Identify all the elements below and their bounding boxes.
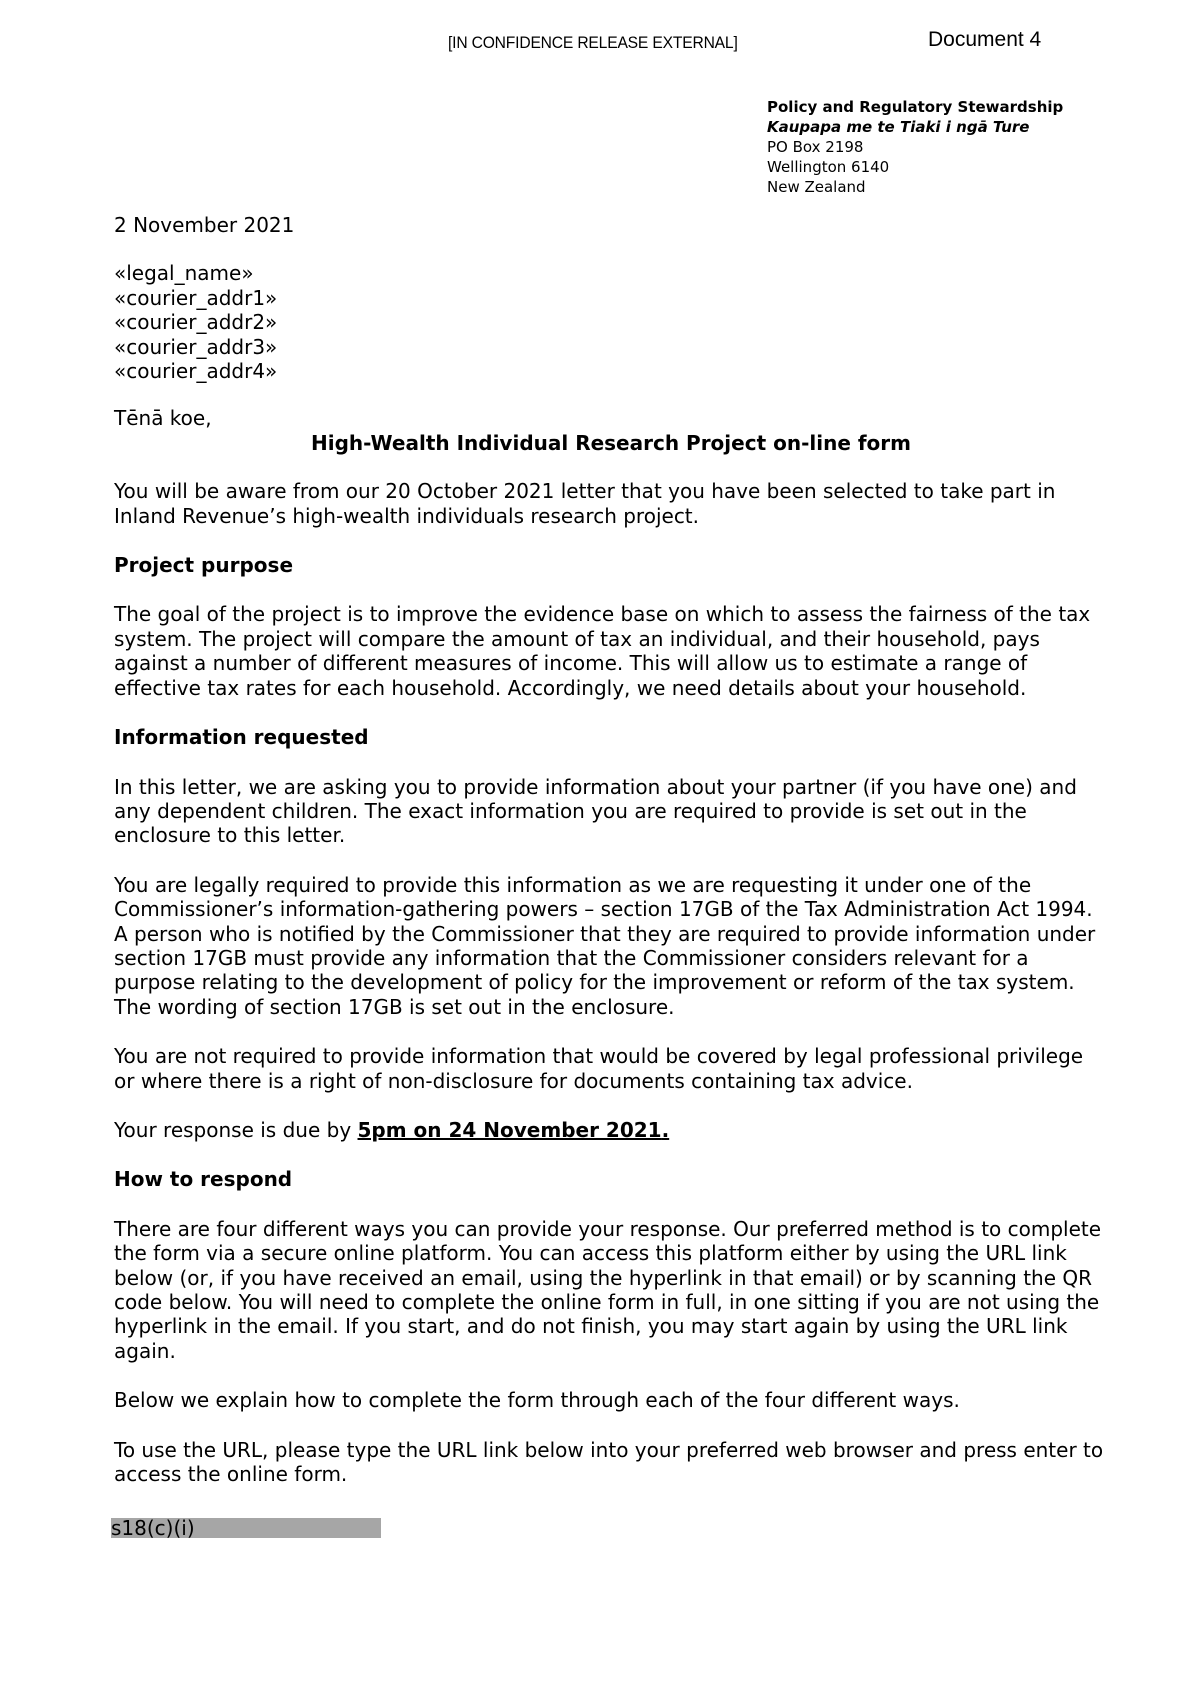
due-suffix: . xyxy=(661,1117,670,1142)
respond-paragraph-3: To use the URL, please type the URL link below into your preferred web browser and press enter to access the online form. xyxy=(114,1437,1104,1487)
info-paragraph-2: You are legally required to provide this information as we are requesting it under one of the Commissioner’s information-gathering powers – section 17GB of the Tax Administration Act 1994. A person who is notified by the Commissioner that they are required to provide information under section 17GB must provide any information that the Commissioner considers relevant for a purpose relating to the development of policy for the improvement or reform of the tax system. The wording of section 17GB is set out in the enclosure. xyxy=(114,872,1096,1019)
recipient-line: «courier_addr4» xyxy=(114,359,278,384)
recipient-line: «courier_addr3» xyxy=(114,334,278,359)
sender-org-maori: Kaupapa me te Tiaki i ngā Ture xyxy=(767,118,1030,136)
sender-address-line: Wellington 6140 xyxy=(767,158,890,176)
sender-org: Policy and Regulatory Stewardship xyxy=(767,98,1064,116)
recipient-block xyxy=(114,261,1104,383)
heading-information-requested: Information requested xyxy=(114,725,369,750)
info-paragraph-3: You are not required to provide information that would be covered by legal professional privilege or where there is a right of non-disclosure for documents containing tax advice. xyxy=(114,1044,1084,1093)
respond-paragraph-2: Below we explain how to complete the form through each of the four different ways. xyxy=(114,1388,960,1413)
document-number: Document 4 xyxy=(928,28,1042,51)
sender-address-block xyxy=(767,97,1063,197)
recipient-line: «courier_addr2» xyxy=(114,310,278,335)
letter-title: High-Wealth Individual Research Project on-line form xyxy=(311,430,911,455)
purpose-paragraph: The goal of the project is to improve the evidence base on which to assess the fairness of the tax system. The project will compare the amount of tax an individual, and their household, pays against a number of different measures of income. This will allow us to estimate a range of effective tax rates for each household. Accordingly, we need details about your household. xyxy=(114,602,1091,700)
respond-paragraph-1: There are four different ways you can provide your response. Our preferred method is to complete the form via a secure online platform. You can access this platform either by using the URL link below (or, if you have received an email, using the hyperlink in that email) or by scanning the QR code below. You will need to complete the online form in full, in one sitting if you are not using the hyperlink in the email. If you start, and do not finish, you may start again by using the URL link again. xyxy=(114,1216,1102,1363)
sender-address-line: PO Box 2198 xyxy=(767,138,864,156)
greeting: Tēnā koe, xyxy=(114,406,212,431)
heading-project-purpose: Project purpose xyxy=(114,553,294,578)
intro-paragraph: You will be aware from our 20 October 2021 letter that you have been selected to take part in Inland Revenue’s high-wealth individuals research project. xyxy=(114,479,1056,528)
sender-address-line: New Zealand xyxy=(767,178,866,196)
due-prefix: Your response is due by xyxy=(114,1117,358,1142)
recipient-line: «courier_addr1» xyxy=(114,285,278,310)
heading-how-to-respond: How to respond xyxy=(114,1167,293,1192)
due-date: 5pm on 24 November 2021 xyxy=(357,1117,662,1142)
classification-label: [IN CONFIDENCE RELEASE EXTERNAL] xyxy=(448,33,738,52)
info-paragraph-1: In this letter, we are asking you to provide information about your partner (if you have one) and any dependent children. The exact information you are required to provide is set out in the enclosure to this letter. xyxy=(114,774,1077,848)
due-date-paragraph xyxy=(114,1118,1104,1142)
letter-body xyxy=(111,213,1104,1541)
recipient-line: «legal_name» xyxy=(114,261,254,286)
letter-date: 2 November 2021 xyxy=(114,213,295,237)
redaction-block: s18(c)(i) xyxy=(111,1518,381,1538)
